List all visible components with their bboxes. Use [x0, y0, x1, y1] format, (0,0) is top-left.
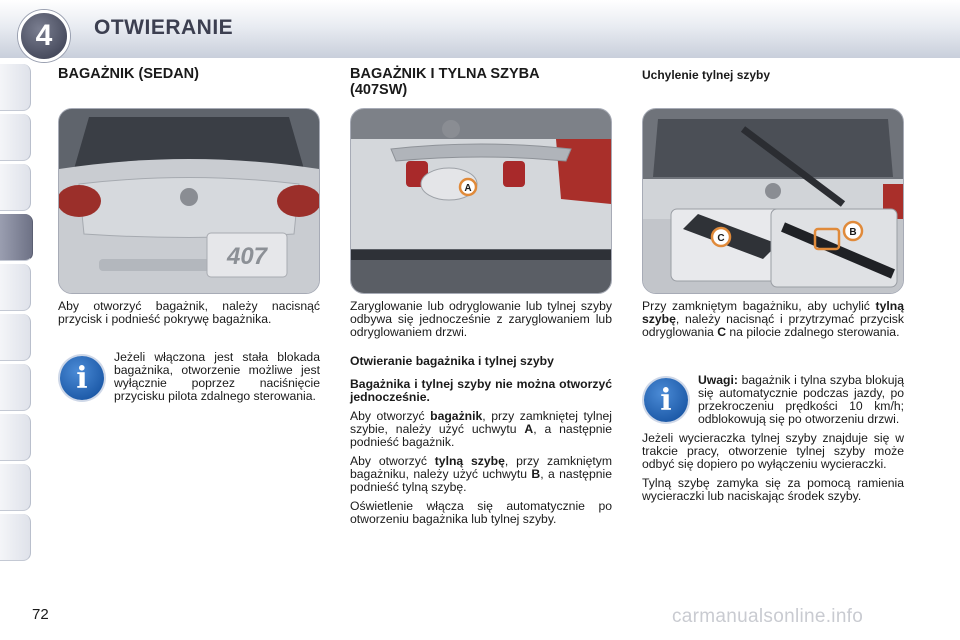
side-tab-7[interactable] — [0, 364, 31, 411]
window-instructions — [642, 300, 904, 345]
sedan-trunk-photo — [58, 108, 320, 294]
watermark: carmanualsonline.info — [672, 606, 864, 627]
sw-instructions — [350, 300, 612, 532]
sedan-info-note — [114, 351, 320, 409]
handle-b-ref: B — [531, 467, 541, 481]
note-label: Uwagi: — [698, 373, 738, 387]
sw-open-trunk-para — [350, 410, 612, 449]
sw-heading-line2: (407SW) — [350, 82, 408, 98]
label-c: C — [717, 233, 725, 244]
text-run: , przy zamkniętym bagażniku, należy użyć uchwytu — [350, 454, 612, 481]
text-run-bold: tylną szybę — [642, 299, 904, 326]
sedan-trunk-heading: BAGAŻNIK (SEDAN) — [58, 66, 199, 82]
text-run: Aby otworzyć — [350, 454, 435, 468]
sw-trunk-photo — [350, 108, 612, 294]
side-tab-8[interactable] — [0, 414, 31, 461]
text-run-bold: tylną szybę — [434, 454, 505, 468]
sw-bold-note: Bagażnika i tylnej szyby nie można otworzyć jednocześnie. — [350, 377, 612, 404]
side-tab-3[interactable] — [0, 164, 31, 211]
text-run: Przy zamkniętym bagażniku, aby uchylić — [642, 299, 876, 313]
info-glyph: i — [76, 360, 88, 396]
label-b: B — [849, 227, 857, 238]
side-tab-10[interactable] — [0, 514, 31, 561]
chapter-number: 4 — [35, 19, 53, 52]
chapter-title: OTWIERANIE — [94, 16, 234, 39]
sw-lighting-para: Oświetlenie włącza się automatycznie po otworzeniu bagażnika lub tylnej szyby. — [350, 499, 612, 526]
window-note-para — [642, 374, 904, 426]
window-open-heading: Uchylenie tylnej szyby — [642, 68, 771, 82]
rear-window-photo — [642, 108, 904, 294]
note-text: bagażnik i tylna szyba blokują się automatycznie podczas jazdy, po przekroczeniu prędkości 10 km/h; odblokowują się po otworzeniu drzwi. — [698, 373, 904, 426]
side-tab-6[interactable] — [0, 314, 31, 361]
sw-intro: Zaryglowanie lub odryglowanie lub tylnej szyby odbywa się jednocześnie z zaryglowaniem lub odryglowaniem drzwi. — [350, 299, 612, 339]
sedan-info-text: Jeżeli włączona jest stała blokada bagażnika, otworzenie możliwe jest wyłącznie poprzez naciśnięcie przycisku pilota zdalnego sterowania. — [114, 350, 320, 403]
page-number: 72 — [32, 606, 49, 623]
window-notes — [642, 374, 904, 509]
sedan-instructions — [58, 300, 320, 332]
info-icon — [60, 356, 104, 400]
side-tab-4-active[interactable] — [0, 214, 33, 261]
text-run: , przy zamkniętej tylnej szybie, należy użyć uchwytu — [350, 409, 612, 436]
text-run: , a następnie podnieść tylną szybę. — [350, 467, 612, 494]
text-run: , a następnie podnieść bagażnik. — [350, 422, 612, 449]
sedan-open-paragraph: Aby otworzyć bagażnik, należy nacisnąć przycisk i podnieść pokrywę bagażnika. — [58, 299, 320, 326]
text-run: na pilocie zdalnego sterowania. — [726, 325, 900, 339]
side-tab-5[interactable] — [0, 264, 31, 311]
chapter-number-badge — [18, 10, 70, 62]
side-tab-2[interactable] — [0, 114, 31, 161]
sw-subheading: Otwieranie bagażnika i tylnej szyby — [350, 354, 554, 368]
model-badge: 407 — [226, 243, 268, 270]
sw-open-window-para — [350, 455, 612, 494]
info-glyph: i — [660, 382, 672, 418]
side-tab-9[interactable] — [0, 464, 31, 511]
sw-trunk-heading — [350, 66, 540, 98]
sw-heading-line1: BAGAŻNIK I TYLNA SZYBA — [350, 66, 540, 82]
wiper-para: Jeżeli wycieraczka tylnej szyby znajduje się w trakcie pracy, otworzenie tylnej szyby może odbyć się dopiero po wyłączeniu wycieraczki. — [642, 431, 904, 471]
text-run: , należy nacisnąć i przytrzymać przycisk odryglowania — [642, 312, 904, 339]
side-tab-1[interactable] — [0, 64, 31, 111]
close-window-para: Tylną szybę zamyka się za pomocą ramienia wycieraczki lub naciskając środek szyby. — [642, 476, 904, 503]
label-a: A — [464, 183, 472, 194]
text-run-bold: bagażnik — [430, 409, 483, 423]
window-open-para — [642, 300, 904, 339]
text-run: Aby otworzyć — [350, 409, 431, 423]
button-c-ref: C — [717, 325, 727, 339]
side-chapter-tabs — [0, 64, 34, 576]
handle-a-ref: A — [524, 422, 534, 436]
